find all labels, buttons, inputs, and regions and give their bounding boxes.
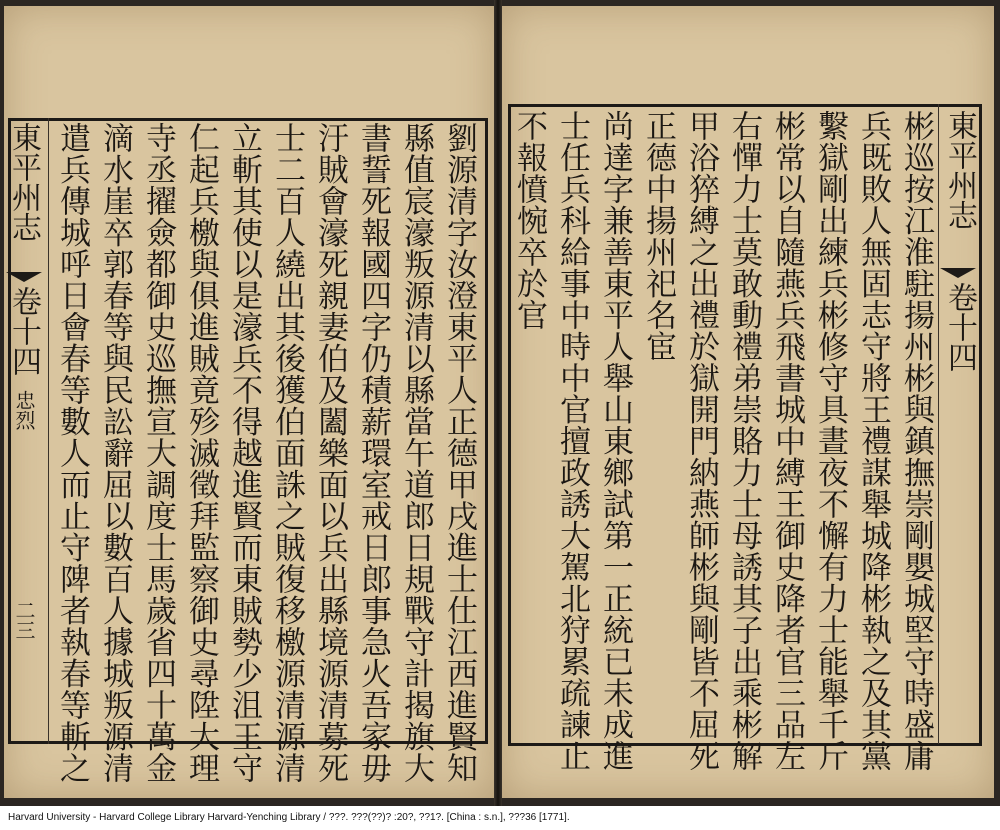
right-text-column: 尚達字兼善東平人舉山東鄉試第一正統已未成進 [597, 110, 633, 772]
right-text-column: 右憚力士莫敢動禮弟崇賂力士母誘其子出乘彬解 [726, 110, 762, 772]
left-fore-rule [48, 118, 49, 744]
left-margin-volume: 卷十四 [6, 286, 41, 376]
left-text-column: 寺丞擢僉都御史巡撫宣大調度士馬歲省四十萬金 [140, 122, 176, 784]
right-text-column: 繫獄剛出練兵彬修守具晝夜不懈有力士能舉千斤 [812, 110, 848, 772]
left-text-column: 立斬其使以是濠兵不得越進賢而東賊勢少沮王守 [226, 122, 262, 784]
left-text-column: 仁起兵檄與俱進賊竟殄滅徵拜監察御史尋陞大理 [183, 122, 219, 784]
right-margin-title: 東平州志 [942, 110, 977, 230]
left-text-column: 遣兵傳城呼日會春等數人而止守陴者執春等斬之 [54, 122, 90, 784]
right-text-column: 不報憤惋卒於官 [511, 110, 547, 331]
right-text-column: 甲浴猝縛之出禮於獄開門納燕師彬與剛皆不屈死 [683, 110, 719, 772]
fishtail-mark [940, 268, 976, 278]
book-gutter [494, 0, 502, 806]
left-text-column: 書誓死報國四字仍積薪環室戒日郎事急火吾家毋 [355, 122, 391, 784]
left-text-column: 士二百人繞出其後獲伯面誅之賊復移檄源清源清 [269, 122, 305, 784]
right-text-column: 彬巡按江淮駐揚州彬與鎮撫崇剛嬰城堅守時盛庸 [898, 110, 934, 772]
left-margin-title: 東平州志 [6, 122, 41, 242]
right-text-column: 彬常以自隨燕兵飛書城中縛王御史降者官三品左 [769, 110, 805, 772]
right-text-column: 兵既敗人無固志守將王禮謀舉城降彬執之及其黨 [855, 110, 891, 772]
right-text-column: 士任兵科給事中時中官擅政誘大駕北狩累疏諫止 [554, 110, 590, 772]
right-margin-volume: 卷十四 [942, 282, 977, 372]
left-margin-section: 忠烈 [12, 390, 36, 430]
right-text-column: 正德中揚州祀名宦 [640, 110, 676, 362]
library-caption: Harvard University - Harvard College Library Harvard-Yenching Library / ???. ???(??)? :20?, ??1?. [China : s.n.], ???36 [1771]. [8, 812, 570, 823]
left-text-column: 滴水崖卒郭春等與民訟辭屈以數百人據城叛源清 [97, 122, 133, 784]
left-margin-page-number: 二三 [12, 600, 36, 640]
left-text-column: 劉源清字汝澄東平人正德甲戌進士仕江西進賢知 [441, 122, 477, 784]
left-text-column: 汙賊會濠死親妻伯及闔樂面以兵出縣境源清募死 [312, 122, 348, 784]
fishtail-mark [6, 272, 42, 282]
right-fore-rule [938, 104, 939, 744]
left-text-column: 縣值宸濠叛源清以縣當午道郎日規戰守計揭旗大 [398, 122, 434, 784]
